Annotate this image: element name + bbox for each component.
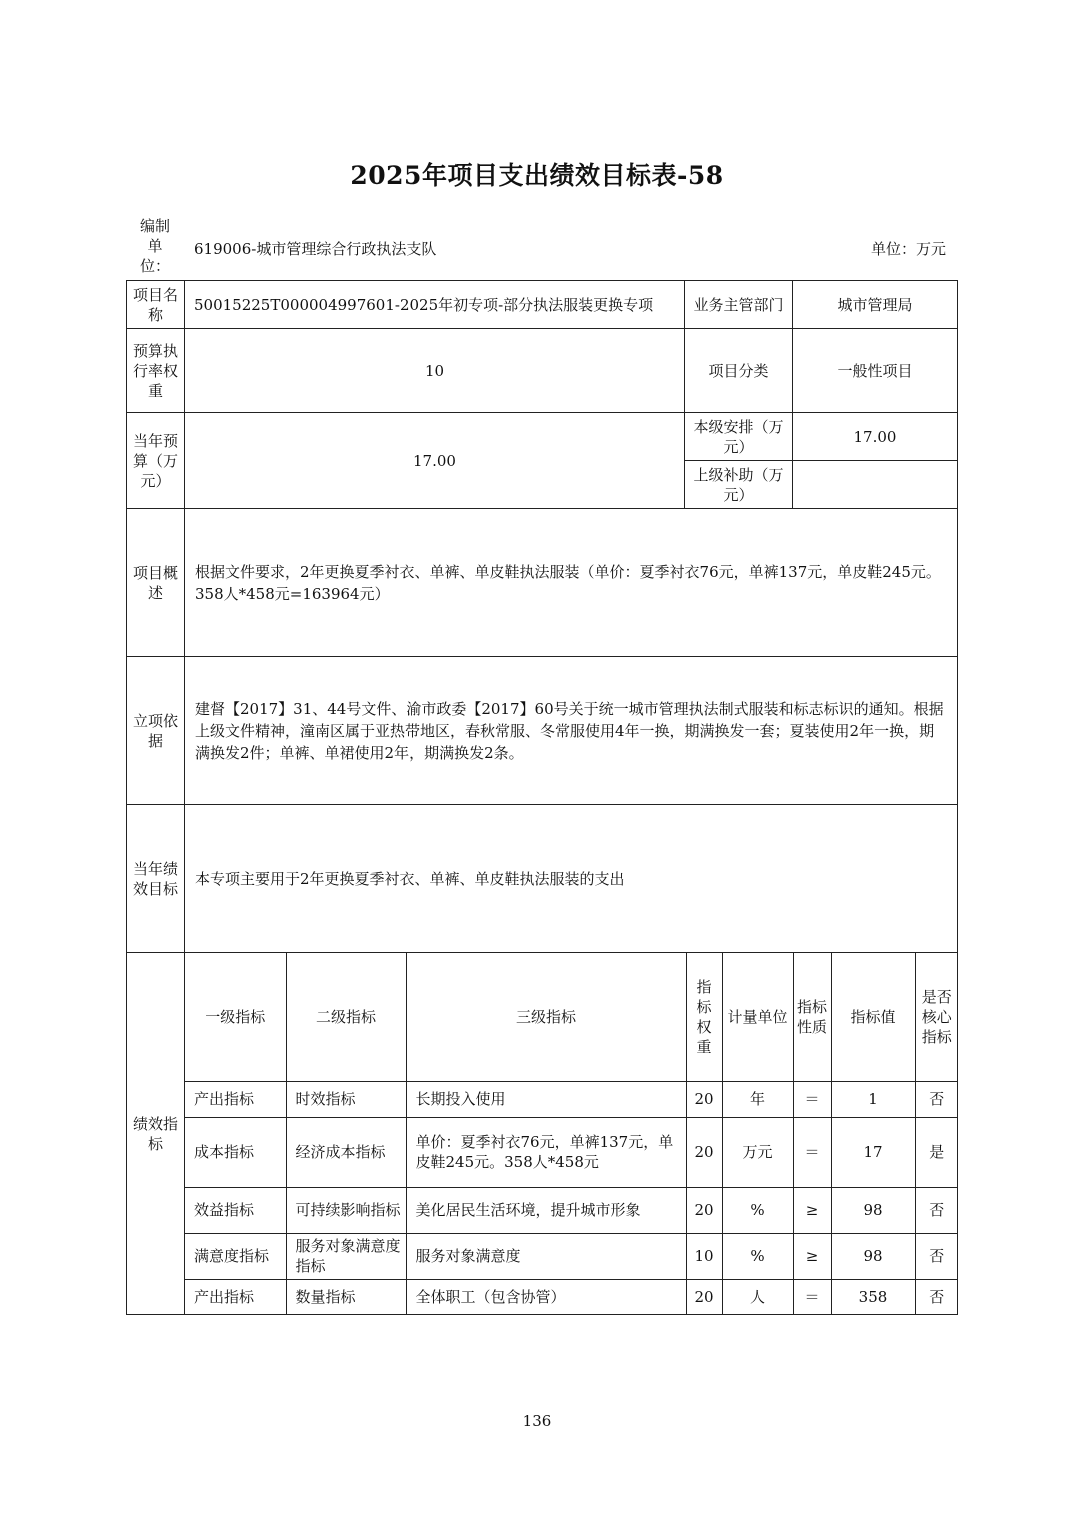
indicators-table — [185, 953, 958, 1314]
page-title: 2025年项目支出绩效目标表-58 — [350, 161, 724, 190]
row-weight: 20 — [686, 1081, 722, 1117]
row-weight: 10 — [686, 1233, 722, 1279]
overview-label: 项目概述 — [127, 509, 185, 657]
local-label: 本级安排（万元） — [685, 413, 793, 461]
row-value: 17 — [831, 1117, 915, 1187]
table-row — [185, 1117, 958, 1187]
header-unit: 计量单位 — [722, 953, 793, 1081]
row-level1: 满意度指标 — [185, 1233, 286, 1279]
row-weight: 20 — [686, 1187, 722, 1233]
goal-text: 本专项主要用于2年更换夏季衬衣、单裤、单皮鞋执法服装的支出 — [185, 805, 958, 953]
table-row — [185, 1279, 958, 1314]
dept-value: 城市管理局 — [793, 281, 958, 329]
header-level3: 三级指标 — [406, 953, 686, 1081]
weight-label: 预算执行率权重 — [127, 329, 185, 413]
dept-label: 业务主管部门 — [685, 281, 793, 329]
local-value: 17.00 — [793, 413, 958, 461]
project-name: 50015225T000004997601-2025年初专项-部分执法服装更换专项 — [185, 281, 685, 329]
row-core: 否 — [915, 1279, 958, 1314]
header-level2: 二级指标 — [286, 953, 406, 1081]
budget-label: 当年预算（万元） — [127, 413, 185, 509]
row-level2: 数量指标 — [286, 1279, 406, 1314]
performance-target-table — [126, 280, 958, 1315]
row-level3: 美化居民生活环境，提升城市形象 — [406, 1187, 686, 1233]
row-value: 98 — [831, 1187, 915, 1233]
row-core: 否 — [915, 1187, 958, 1233]
basis-text: 建督【2017】31、44号文件、渝市政委【2017】60号关于统一城市管理执法制式服装和标志标识的通知。根据上级文件精神，潼南区属于亚热带地区，春秋常服、冬常服使用4年一换，期满换发一套；夏装使用2年一换，期满换发2件；单裤、单裙使用2年，期满换发2条。 — [185, 657, 958, 805]
budget-value: 17.00 — [185, 413, 685, 509]
upper-value — [793, 461, 958, 509]
row-level2: 服务对象满意度指标 — [286, 1233, 406, 1279]
row-unit: 人 — [722, 1279, 793, 1314]
header-nature: 指标性质 — [793, 953, 831, 1081]
goal-label: 当年绩效目标 — [127, 805, 185, 953]
row-weight: 20 — [686, 1279, 722, 1314]
table-row — [185, 1081, 958, 1117]
header-core: 是否核心指标 — [915, 953, 958, 1081]
row-unit: % — [722, 1233, 793, 1279]
header-value: 指标值 — [831, 953, 915, 1081]
row-value: 1 — [831, 1081, 915, 1117]
org-name: 619006-城市管理综合行政执法支队 — [194, 240, 437, 258]
page-number: 136 — [522, 1412, 552, 1430]
upper-label: 上级补助（万元） — [685, 461, 793, 509]
header-level1: 一级指标 — [185, 953, 286, 1081]
overview-text: 根据文件要求，2年更换夏季衬衣、单裤、单皮鞋执法服装（单价：夏季衬衣76元，单裤137元，单皮鞋245元。358人*458元=163964元） — [185, 509, 958, 657]
row-nature: ＝ — [793, 1081, 831, 1117]
row-level2: 可持续影响指标 — [286, 1187, 406, 1233]
row-level1: 产出指标 — [185, 1081, 286, 1117]
weight-value: 10 — [185, 329, 685, 413]
row-unit: 万元 — [722, 1117, 793, 1187]
table-row — [185, 1233, 958, 1279]
row-level1: 成本指标 — [185, 1117, 286, 1187]
project-name-label: 项目名称 — [127, 281, 185, 329]
header-weight: 指标权重 — [686, 953, 722, 1081]
row-level2: 经济成本指标 — [286, 1117, 406, 1187]
row-level1: 产出指标 — [185, 1279, 286, 1314]
org-label: 编制单位： — [139, 217, 170, 275]
basis-label: 立项依据 — [127, 657, 185, 805]
row-value: 358 — [831, 1279, 915, 1314]
row-nature: ＝ — [793, 1117, 831, 1187]
row-level3: 长期投入使用 — [406, 1081, 686, 1117]
row-unit: 年 — [722, 1081, 793, 1117]
unit-label: 单位：万元 — [870, 240, 946, 258]
row-unit: % — [722, 1187, 793, 1233]
table-row — [185, 1187, 958, 1233]
row-weight: 20 — [686, 1117, 722, 1187]
row-level3: 单价：夏季衬衣76元，单裤137元，单皮鞋245元。358人*458元 — [406, 1117, 686, 1187]
row-nature: ≥ — [793, 1187, 831, 1233]
row-core: 否 — [915, 1081, 958, 1117]
category-value: 一般性项目 — [793, 329, 958, 413]
category-label: 项目分类 — [685, 329, 793, 413]
indicators-label: 绩效指标 — [127, 953, 185, 1315]
row-core: 是 — [915, 1117, 958, 1187]
row-value: 98 — [831, 1233, 915, 1279]
row-core: 否 — [915, 1233, 958, 1279]
row-nature: ＝ — [793, 1279, 831, 1314]
row-nature: ≥ — [793, 1233, 831, 1279]
row-level3: 服务对象满意度 — [406, 1233, 686, 1279]
row-level1: 效益指标 — [185, 1187, 286, 1233]
row-level3: 全体职工（包含协管） — [406, 1279, 686, 1314]
row-level2: 时效指标 — [286, 1081, 406, 1117]
